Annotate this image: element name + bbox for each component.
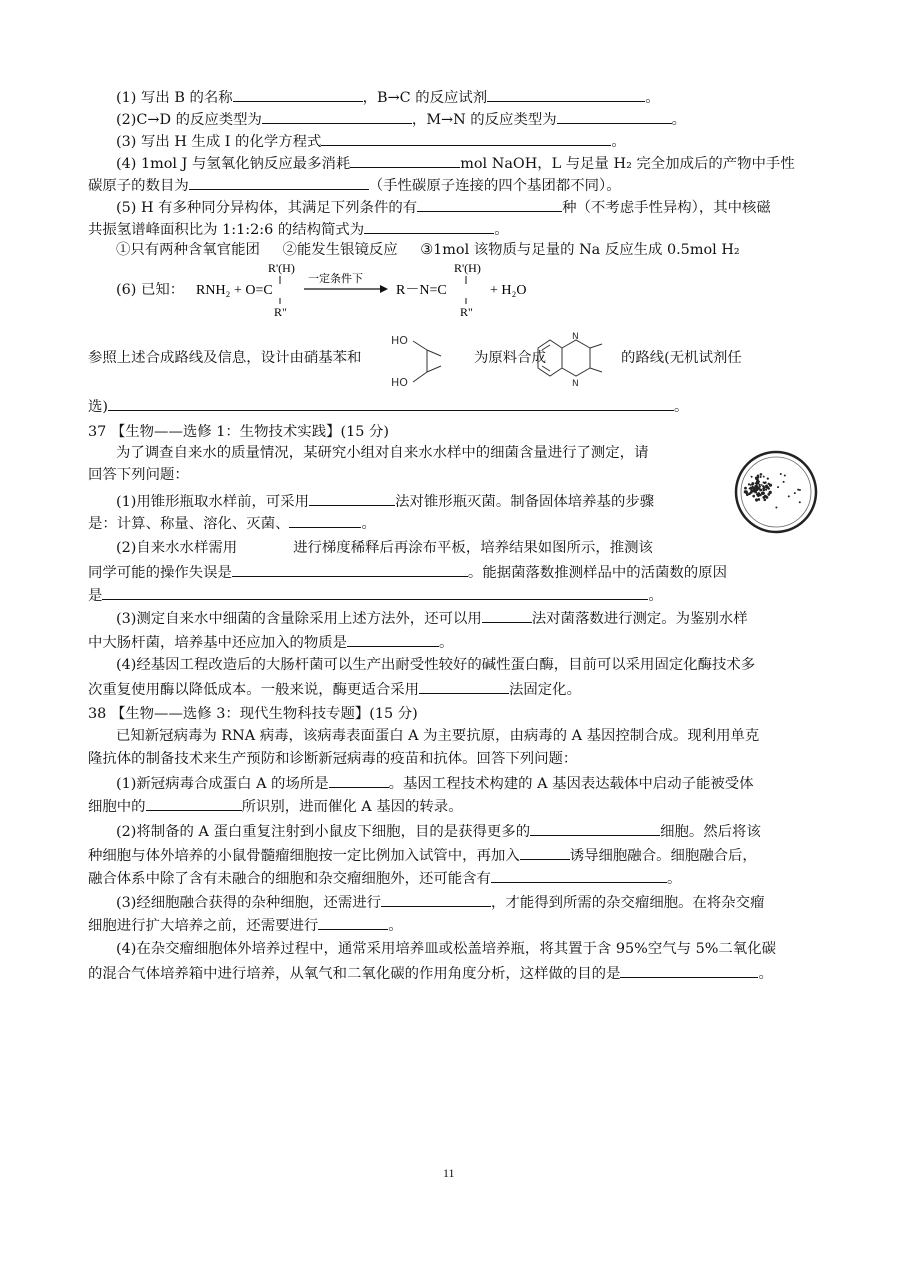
q38-p2-text-b: 细胞。然后将该	[660, 824, 761, 840]
period: 。	[758, 966, 773, 982]
q38-p1-text-a: (1)新冠病毒合成蛋白 A 的场所是	[116, 776, 329, 792]
q38-intro-line2: 隆抗体的制备技术来生产预防和诊断新冠病毒的疫苗和抗体。回答下列问题：	[88, 751, 578, 767]
answer-blank[interactable]	[321, 130, 611, 146]
q38-p1-text-d: 所识别，进而催化 A 基因的转录。	[241, 799, 463, 815]
q37-p2-line3	[88, 584, 663, 606]
answer-blank[interactable]	[102, 584, 648, 600]
product-text: R－N=C	[396, 283, 447, 298]
answer-blank[interactable]	[232, 561, 468, 577]
bacterial-colony	[764, 495, 767, 498]
chem-q4-text-a: (4) 1mol J 与氢氧化钠反应最多消耗	[116, 156, 351, 172]
answer-blank[interactable]	[318, 914, 388, 930]
period: 。	[666, 871, 682, 887]
answer-blank[interactable]	[491, 867, 667, 883]
q37-p1-line2	[88, 512, 376, 534]
q38-p1-line1	[116, 772, 754, 794]
bacterial-colony	[761, 491, 764, 494]
q37-p4-text-b: 次重复使用酶以降低成本。一般来说，酶更适合采用	[88, 682, 419, 698]
answer-blank[interactable]	[482, 607, 532, 623]
q37-title: 37 【生物——选修 1：生物技术实践】(15 分)	[88, 424, 389, 440]
q37-p2-line2	[88, 561, 727, 583]
chem-q3-text-a: (3) 写出 H 生成 I 的化学方程式	[116, 134, 322, 150]
bacterial-colony	[769, 491, 772, 494]
bacterial-colony	[751, 476, 753, 478]
q38-p2-line2	[88, 844, 757, 866]
chem-q2-line	[116, 108, 686, 130]
q37-intro-line2: 回答下列问题：	[88, 467, 189, 483]
q37-p2-line1	[116, 538, 653, 558]
q37-p2-text-b: 进行梯度稀释后再涂布平板，培养结果如图所示，推测该	[293, 540, 653, 556]
ho-label-bottom: HO	[391, 376, 408, 389]
q38-p2-text-e: 融合体系中除了含有未融合的细胞和杂交瘤细胞外，还可能含有	[88, 871, 491, 887]
answer-blank[interactable]	[289, 512, 361, 528]
bacterial-colony	[766, 485, 768, 487]
answer-blank[interactable]	[309, 490, 395, 506]
chem-q6-task-line2	[88, 395, 688, 417]
product-r1: R'(H)	[454, 261, 481, 275]
bacterial-colony	[799, 489, 801, 491]
q37-p4-line2	[88, 678, 581, 700]
q38-p2-text-c: 种细胞与体外培养的小鼠骨髓瘤细胞按一定比例加入试管中，再加入	[88, 848, 520, 864]
answer-blank[interactable]	[329, 772, 389, 788]
bacterial-colony	[794, 492, 796, 494]
q38-p3-text-a: (3)经细胞融合获得的杂种细胞，还需进行	[116, 895, 382, 911]
bacterial-colony	[757, 474, 760, 477]
answer-blank[interactable]	[233, 86, 363, 102]
period: 。	[388, 918, 403, 934]
chem-q5-text-a: (5) H 有多种同分异构体，其满足下列条件的有	[116, 200, 418, 216]
q37-p1-line1	[116, 490, 654, 512]
chem-q6-task-a: 参照上述合成路线及信息，设计由硝基苯和	[88, 350, 362, 366]
bacterial-colony	[758, 494, 760, 496]
bacterial-colony	[756, 493, 758, 495]
bacterial-colony	[755, 477, 758, 480]
bacterial-colony	[764, 481, 766, 483]
bacterial-colony	[780, 473, 782, 475]
bacterial-colony	[760, 489, 762, 491]
q38-p2-line1	[116, 820, 761, 842]
answer-blank[interactable]	[381, 891, 491, 907]
page-number: 11	[443, 1166, 455, 1180]
answer-blank[interactable]	[108, 395, 674, 411]
bacterial-colony	[759, 485, 761, 487]
chem-q5-text-b: 种（不考虑手性异构），其中核磁	[562, 200, 771, 216]
period: 。	[648, 588, 663, 604]
bacterial-colony	[754, 485, 757, 488]
q38-intro-line1: 已知新冠病毒为 RNA 病毒，该病毒表面蛋白 A 为主要抗原，由病毒的 A 基因控制合成。现利用单克	[116, 728, 760, 744]
bacterial-colony	[783, 481, 785, 483]
bacterial-colony	[767, 477, 769, 479]
answer-blank[interactable]	[347, 631, 439, 647]
q38-title: 38 【生物——选修 3：现代生物科技专题】(15 分)	[88, 706, 418, 722]
q38-p4-line1: (4)在杂交瘤细胞体外培养过程中，通常采用培养皿或松盖培养瓶，将其置于含 95%空气与 5%二氧化碳	[116, 941, 776, 957]
chem-q5-text-d: 。	[494, 222, 509, 238]
q38-p3-line2	[88, 914, 403, 936]
water-text: + H₂O	[490, 283, 527, 298]
period: 。	[611, 134, 626, 150]
bacterial-colony	[763, 498, 766, 501]
answer-blank[interactable]	[417, 196, 562, 212]
answer-blank[interactable]	[262, 108, 412, 124]
q37-p2-text-a: (2)自来水水样需用	[116, 540, 238, 556]
bacterial-colony	[777, 486, 779, 488]
bacterial-colony	[754, 490, 757, 493]
q37-p3-text-a: (3)测定自来水中细菌的含量除采用上述方法外，还可以用	[116, 611, 482, 627]
chem-q6-task-d: 选)	[88, 399, 109, 415]
answer-blank[interactable]	[557, 108, 672, 124]
chem-q3-line	[116, 130, 626, 152]
bacterial-colony	[767, 486, 769, 488]
chem-q6-label: (6) 已知：	[116, 282, 185, 298]
bacterial-colony	[761, 484, 763, 486]
bacterial-colony	[760, 476, 762, 478]
q37-p2-text-d: 。能据菌落数推测样品中的活菌数的原因	[467, 565, 727, 581]
bacterial-colony	[746, 493, 749, 496]
q37-p2-text-e: 是	[88, 588, 103, 604]
q38-p3-text-c: 细胞进行扩大培养之前，还需要进行	[88, 918, 319, 934]
chem-q5-conditions	[116, 240, 740, 260]
answer-blank[interactable]	[364, 218, 494, 234]
chem-q5-line2	[88, 218, 509, 240]
chem-q6-task-c: 的路线(无机试剂任	[621, 350, 742, 366]
bacterial-colony	[758, 499, 760, 501]
bacterial-colony	[751, 482, 754, 485]
q37-p1-text-b: 法对锥形瓶灭菌。制备固体培养基的步骤	[395, 494, 655, 510]
chem-q4-text-b: mol NaOH，L 与足量 H₂ 完全加成后的产物中手性	[460, 156, 795, 172]
chem-q4-text-d: （手性碳原子连接的四个基团都不同）。	[368, 178, 621, 194]
chem-q6-task-b: 为原料合成	[474, 350, 546, 366]
period: 。	[439, 635, 454, 651]
bacterial-colony	[768, 483, 770, 485]
bacterial-colony	[752, 495, 755, 498]
answer-blank[interactable]	[419, 678, 509, 694]
answer-blank[interactable]	[350, 152, 460, 168]
q38-p4-line2	[88, 962, 773, 984]
quinoxaline-structure	[528, 326, 614, 398]
bacterial-colony	[775, 507, 777, 509]
bacterial-colony	[784, 475, 786, 477]
bacterial-colony	[757, 488, 759, 490]
q37-p3-text-b: 法对菌落数进行测定。为鉴别水样	[531, 611, 748, 627]
q37-p1-text-c: 是：计算、称量、溶化、灭菌、	[88, 516, 290, 532]
q38-p3-line1	[116, 891, 764, 913]
bacterial-colony	[799, 501, 801, 503]
substituent-r1: R'(H)	[268, 261, 295, 275]
condition-2: ②能发生银镜反应	[282, 242, 398, 258]
q37-p1-text-a: (1)用锥形瓶取水样前，可采用	[116, 494, 310, 510]
q37-p3-line1	[116, 607, 748, 629]
period: 。	[671, 112, 687, 128]
bacterial-colony	[750, 491, 753, 494]
substituent-r2: R"	[274, 305, 287, 319]
product-r2: R"	[460, 305, 473, 319]
bacterial-colony	[763, 476, 765, 478]
reactant-text: RNH₂ + O=C	[196, 283, 273, 298]
q37-p3-line2	[88, 631, 453, 653]
answer-blank[interactable]	[520, 844, 570, 860]
period: 。	[645, 90, 660, 106]
ho-label-top: HO	[391, 334, 408, 347]
answer-blank[interactable]	[530, 820, 660, 836]
chem-q5-text-c: 共振氢谱峰面积比为 1:1:2:6 的结构简式为	[88, 222, 365, 238]
bacterial-colony	[744, 487, 747, 490]
q38-p2-text-d: 诱导细胞融合。细胞融合后，	[569, 848, 757, 864]
chem-q1-line	[116, 86, 660, 108]
chem-q2-text-b: ，M→N 的反应类型为	[411, 112, 557, 128]
bacterial-colony	[765, 489, 767, 491]
chem-q4-line1	[116, 152, 795, 174]
bacterial-colony	[748, 483, 750, 485]
answer-blank[interactable]	[620, 962, 758, 978]
chem-q4-text-c: 碳原子的数目为	[88, 178, 189, 194]
q38-p2-text-a: (2)将制备的 A 蛋白重复注射到小鼠皮下细胞，目的是获得更多的	[116, 824, 531, 840]
nitrogen-label-top: N	[572, 332, 579, 342]
q38-p2-line3	[88, 867, 681, 889]
bacterial-colony	[788, 495, 790, 497]
diol-structure	[387, 330, 473, 396]
bacterial-colony	[755, 498, 758, 501]
q37-p4-text-c: 法固定化。	[509, 682, 581, 698]
q37-p2-text-c: 同学可能的操作失误是	[88, 565, 232, 581]
chem-q2-text-a: (2)C→D 的反应类型为	[116, 112, 262, 128]
condition-3: ③1mol 该物质与足量的 Na 反应生成 0.5mol H₂	[420, 242, 740, 258]
bacterial-colony	[768, 494, 770, 496]
petri-dish-figure	[734, 450, 818, 534]
q38-p4-text-b: 的混合气体培养箱中进行培养，从氧气和二氧化碳的作用角度分析，这样做的目的是	[88, 966, 621, 982]
q38-p3-text-b: ，才能得到所需的杂交瘤细胞。在将杂交瘤	[491, 895, 765, 911]
chem-q1-text-b: ，B→C 的反应试剂	[362, 90, 488, 106]
period: 。	[361, 516, 376, 532]
chem-q4-line2	[88, 174, 621, 196]
chem-q1-text-a: (1) 写出 B 的名称	[116, 90, 233, 106]
q38-p1-text-c: 细胞中的	[88, 799, 146, 815]
nitrogen-label-bottom: N	[572, 379, 579, 389]
bacterial-colony	[797, 489, 799, 491]
q38-p1-text-b: 。基因工程技术构建的 A 基因表达载体中启动子能被受体	[388, 776, 754, 792]
known-reaction-scheme	[190, 258, 550, 320]
answer-blank[interactable]	[189, 174, 369, 190]
period: 。	[674, 399, 689, 415]
answer-blank[interactable]	[146, 795, 242, 811]
q37-intro-line1: 为了调查自来水的质量情况，某研究小组对自来水水样中的细菌含量进行了测定，请	[116, 445, 649, 461]
chem-q5-line1	[116, 196, 771, 218]
arrow-label: 一定条件下	[308, 272, 363, 285]
bacterial-colony	[763, 489, 765, 491]
q38-p1-line2	[88, 795, 463, 817]
answer-blank[interactable]	[487, 86, 645, 102]
q37-p3-text-c: 中大肠杆菌，培养基中还应加入的物质是	[88, 635, 348, 651]
condition-1: ①只有两种含氧官能团	[116, 242, 260, 258]
q37-p4-line1: (4)经基因工程改造后的大肠杆菌可以生产出耐受性较好的碱性蛋白酶，目前可以采用固定化酶技术多	[116, 657, 756, 673]
bacterial-colony	[760, 473, 763, 476]
